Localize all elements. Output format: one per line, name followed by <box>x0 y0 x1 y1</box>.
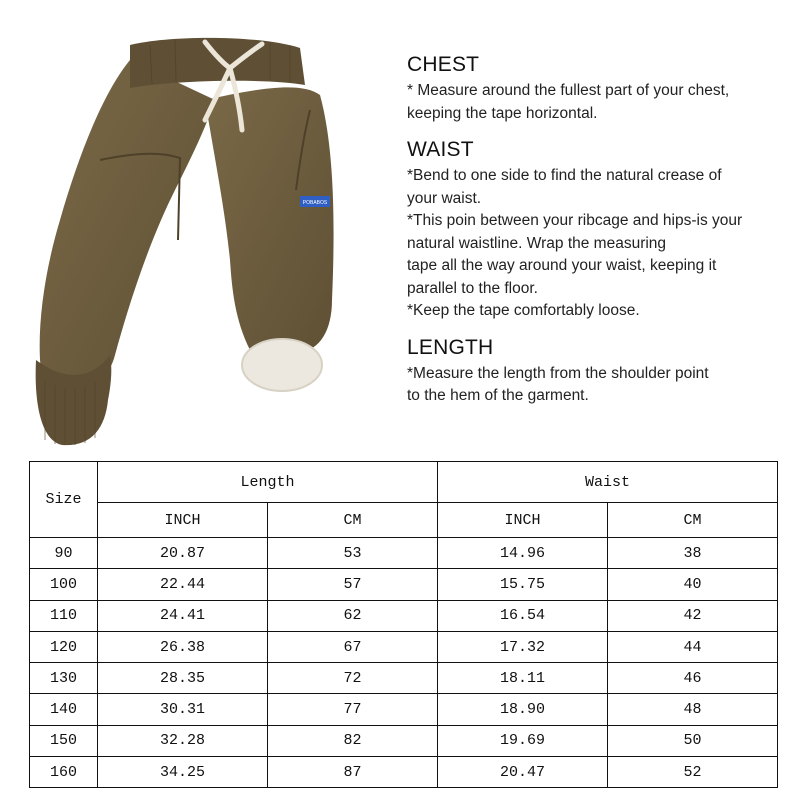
measurement-cell: 72 <box>268 663 438 694</box>
guide-text-line: *Keep the tape comfortably loose. <box>407 302 640 319</box>
svg-text:POBABOS: POBABOS <box>302 200 328 206</box>
size-cell: 130 <box>30 663 98 694</box>
size-cell: 120 <box>30 631 98 662</box>
measurement-cell: 42 <box>608 600 778 631</box>
measurement-cell: 18.11 <box>438 663 608 694</box>
table-row <box>30 694 778 725</box>
table-row <box>30 569 778 600</box>
size-cell: 150 <box>30 725 98 756</box>
guide-text-line: * Measure around the fullest part of your chest, <box>407 82 730 99</box>
measurement-cell: 52 <box>608 757 778 788</box>
measurement-cell: 34.25 <box>98 757 268 788</box>
guide-text-line: *This poin between your ribcage and hips-is your <box>407 212 743 229</box>
measurement-cell: 57 <box>268 569 438 600</box>
measurement-cell: 19.69 <box>438 725 608 756</box>
waistband <box>130 38 305 88</box>
measurement-cell: 40 <box>608 569 778 600</box>
measurement-cell: 82 <box>268 725 438 756</box>
measurement-cell: 18.90 <box>438 694 608 725</box>
size-cell: 140 <box>30 694 98 725</box>
measurement-cell: 46 <box>608 663 778 694</box>
guide-text-line: natural waistline. Wrap the measuring <box>407 234 667 252</box>
measurement-cell: 77 <box>268 694 438 725</box>
fleece-lining <box>242 339 322 391</box>
pants-left-leg <box>40 60 215 398</box>
guide-text-line: *Measure the length from the shoulder point <box>407 364 709 382</box>
table-row <box>30 663 778 694</box>
measurement-cell: 16.54 <box>438 600 608 631</box>
table-row <box>30 600 778 631</box>
guide-text-line: keeping the tape horizontal. <box>407 104 598 122</box>
waist-header: Waist <box>438 462 778 503</box>
guide-section-length <box>407 335 792 408</box>
size-cell: 160 <box>30 757 98 788</box>
measurement-cell: 87 <box>268 757 438 788</box>
unit-header: CM <box>608 503 778 538</box>
measurement-cell: 24.41 <box>98 600 268 631</box>
measurement-guide <box>407 52 792 420</box>
measurement-cell: 44 <box>608 631 778 662</box>
length-header: Length <box>98 462 438 503</box>
measurement-cell: 50 <box>608 725 778 756</box>
measurement-cell: 62 <box>268 600 438 631</box>
guide-text-line: *Bend to one side to find the natural crease of <box>407 167 722 184</box>
measurement-cell: 14.96 <box>438 538 608 569</box>
unit-header: INCH <box>98 503 268 538</box>
table-row <box>30 725 778 756</box>
measurement-cell: 53 <box>268 538 438 569</box>
measurement-cell: 17.32 <box>438 631 608 662</box>
table-row <box>30 757 778 788</box>
table-row <box>30 631 778 662</box>
guide-text-line: your waist. <box>407 189 482 207</box>
unit-header: INCH <box>438 503 608 538</box>
measurement-cell: 30.31 <box>98 694 268 725</box>
table-row <box>30 538 778 569</box>
unit-header: CM <box>268 503 438 538</box>
pants-right-leg <box>205 87 334 352</box>
size-cell: 110 <box>30 600 98 631</box>
measurement-cell: 26.38 <box>98 631 268 662</box>
guide-text-line: tape all the way around your waist, keeping it <box>407 257 717 274</box>
size-cell: 90 <box>30 538 98 569</box>
guide-section-chest <box>407 52 792 125</box>
guide-heading: WAIST <box>407 138 474 161</box>
guide-text-line: to the hem of the garment. <box>407 387 589 404</box>
measurement-cell: 67 <box>268 631 438 662</box>
guide-section-waist <box>407 137 792 323</box>
measurement-cell: 22.44 <box>98 569 268 600</box>
measurement-cell: 38 <box>608 538 778 569</box>
size-header: Size <box>30 462 98 538</box>
measurement-cell: 48 <box>608 694 778 725</box>
measurement-cell: 28.35 <box>98 663 268 694</box>
measurement-cell: 20.47 <box>438 757 608 788</box>
guide-text-line: parallel to the floor. <box>407 279 538 297</box>
size-cell: 100 <box>30 569 98 600</box>
size-chart-table <box>29 461 778 788</box>
measurement-cell: 15.75 <box>438 569 608 600</box>
guide-heading: CHEST <box>407 53 480 76</box>
guide-heading: LENGTH <box>407 335 494 359</box>
measurement-cell: 20.87 <box>98 538 268 569</box>
measurement-cell: 32.28 <box>98 725 268 756</box>
pants-product-image <box>0 0 400 450</box>
